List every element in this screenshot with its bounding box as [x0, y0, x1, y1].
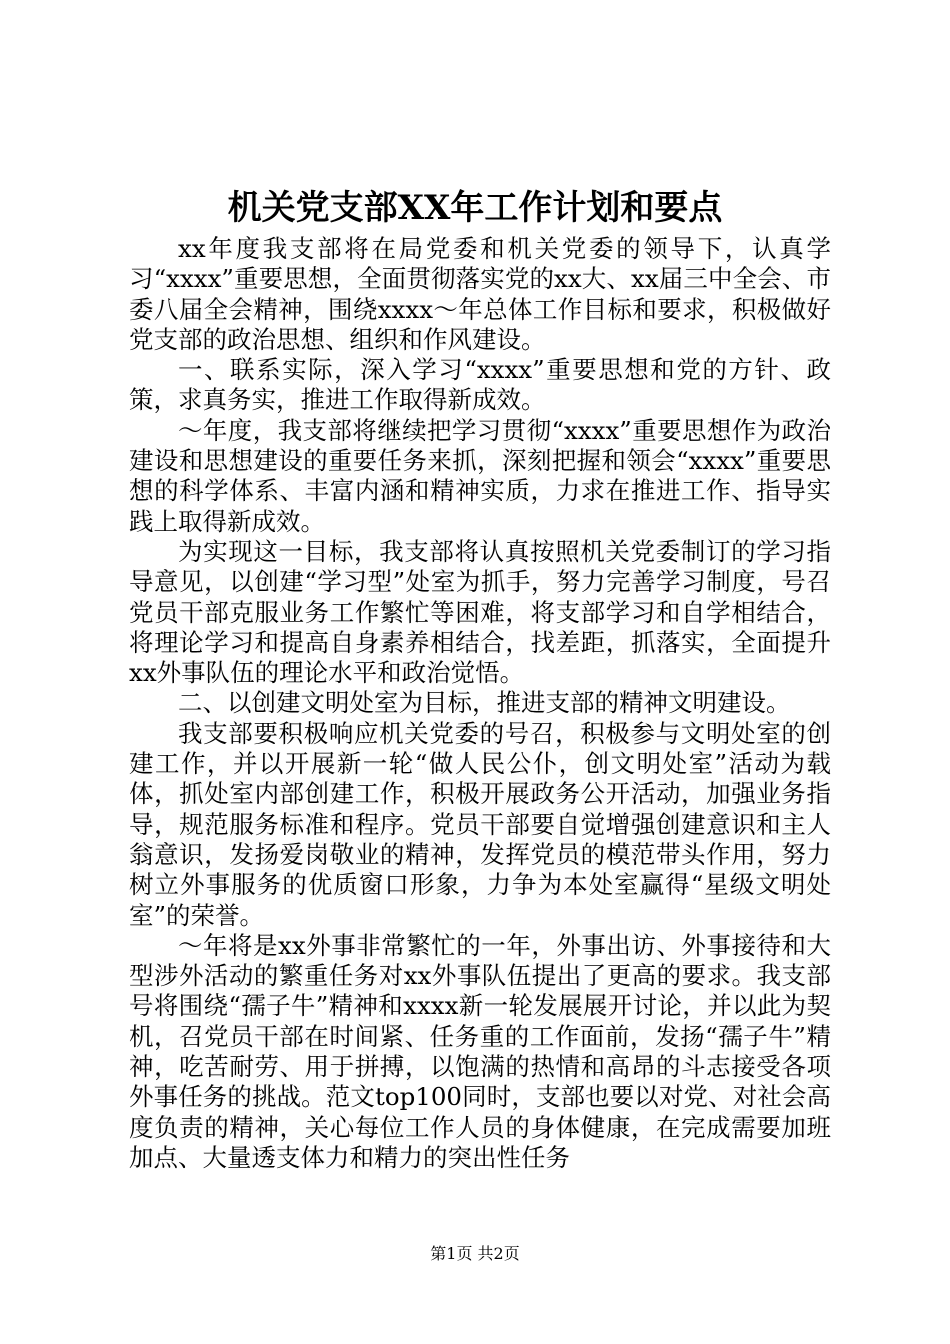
paragraph-foreign-affairs: ～年将是xx外事非常繁忙的一年，外事出访、外事接待和大型涉外活动的繁重任务对xx外事队伍提出了更高的要求。我支部号将围绕“孺子牛”精神和xxxx新一轮发展展开讨论，并以此为契机，召党员干部在时间紧、任务重的工作面前，发扬“孺子牛”精神，吃苦耐劳、用于拼搏，以饱满的热情和高昂的斗志接受各项外事任务的挑战。范文top100同时，支部也要以对党、对社会高度负责的精神，关心每位工作人员的身体健康，在完成需要加班加点、大量透支体力和精力的突出性任务 [129, 930, 831, 1172]
paragraph-intro: xx年度我支部将在局党委和机关党委的领导下，认真学习“xxxx”重要思想，全面贯彻落实党的xx大、xx届三中全会、市委八届全会精神，围绕xxxx～年总体工作目标和要求，积极做好党支部的政治思想、组织和作风建设。 [129, 234, 831, 354]
page-number-footer: 第1页 共2页 [430, 1244, 520, 1263]
paragraph-goal: 为实现这一目标，我支部将认真按照机关党委制订的学习指导意见，以创建“学习型”处室为抓手，努力完善学习制度，号召党员干部克服业务工作繁忙等困难，将支部学习和自学相结合，将理论学习和提高自身素养相结合，找差距，抓落实，全面提升xx外事队伍的理论水平和政治觉悟。 [129, 536, 831, 688]
paragraph-study: ～年度，我支部将继续把学习贯彻“xxxx”重要思想作为政治建设和思想建设的重要任务来抓，深刻把握和领会“xxxx”重要思想的科学体系、丰富内涵和精神实质，力求在推进工作、指导实践上取得新成效。 [129, 415, 831, 536]
paragraph-civilization: 我支部要积极响应机关党委的号召，积极参与文明处室的创建工作，并以开展新一轮“做人民公仆，创文明处室”活动为载体，抓处室内部创建工作，积极开展政务公开活动，加强业务指导，规范服务标准和程序。党员干部要自觉增强创建意识和主人翁意识，发扬爱岗敬业的精神，发挥党员的模范带头作用，努力树立外事服务的优质窗口形象，力争为本处室赢得“星级文明处室”的荣誉。 [129, 718, 831, 930]
document-body [129, 234, 831, 1173]
section-heading-1: 一、联系实际，深入学习“xxxx”重要思想和党的方针、政策，求真务实，推进工作取得新成效。 [129, 355, 831, 415]
section-heading-2: 二、以创建文明处室为目标，推进支部的精神文明建设。 [178, 688, 791, 718]
document-title: 机关党支部XX年工作计划和要点 [227, 188, 723, 228]
